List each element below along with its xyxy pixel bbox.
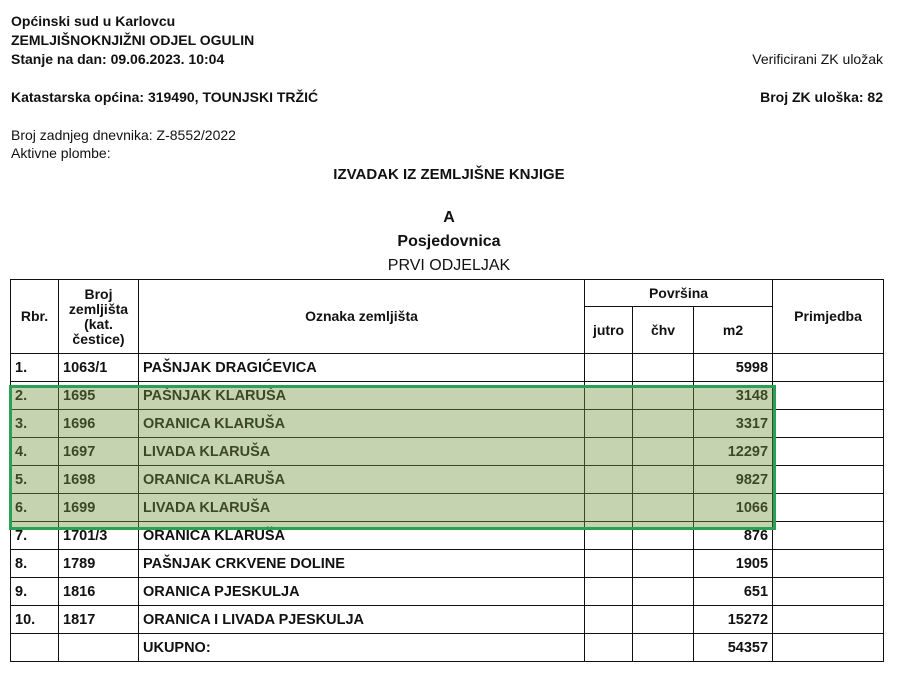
cell-rbr: 8. (11, 550, 59, 578)
cell-remark (773, 578, 884, 606)
cell-rbr: 9. (11, 578, 59, 606)
cell-rbr: 2. (11, 382, 59, 410)
cell-remark (773, 438, 884, 466)
section-name: Posjedovnica (397, 233, 501, 250)
cell-m2: 9827 (694, 466, 773, 494)
cell-parcel: 1696 (59, 410, 139, 438)
cell-chv (633, 382, 694, 410)
cell-m2: 12297 (694, 438, 773, 466)
cell-parcel: 1789 (59, 550, 139, 578)
department-name: ZEMLJIŠNOKNJIŽNI ODJEL OGULIN (11, 32, 255, 48)
zk-number: Broj ZK uloška: 82 (760, 89, 883, 105)
cell-chv (633, 522, 694, 550)
cell-land-name: ORANICA I LIVADA PJESKULJA (139, 606, 585, 634)
cell-remark (773, 522, 884, 550)
cell-chv (633, 438, 694, 466)
cell-land-name: ORANICA PJESKULJA (139, 578, 585, 606)
cell-land-name: PAŠNJAK KLARUŠA (139, 382, 585, 410)
cell-m2: 876 (694, 522, 773, 550)
header-remark: Primjedba (773, 280, 884, 354)
cell-land-name: ORANICA KLARUŠA (139, 522, 585, 550)
cell-rbr: 3. (11, 410, 59, 438)
cell-chv (633, 466, 694, 494)
cell-chv (633, 494, 694, 522)
header-land-mark: Oznaka zemljišta (139, 280, 585, 354)
court-name: Općinski sud u Karlovcu (11, 13, 176, 29)
cell-rbr: 5. (11, 466, 59, 494)
cell-chv (633, 410, 694, 438)
cell-parcel: 1699 (59, 494, 139, 522)
cell-m2: 5998 (694, 354, 773, 382)
total-m2: 54357 (694, 634, 773, 662)
cell-land-name: PAŠNJAK CRKVENE DOLINE (139, 550, 585, 578)
table-row (11, 550, 884, 578)
land-table (10, 279, 884, 662)
cell-parcel: 1695 (59, 382, 139, 410)
cell-m2: 3317 (694, 410, 773, 438)
cell-chv (633, 354, 694, 382)
cell-parcel: 1817 (59, 606, 139, 634)
cell-jutro (585, 438, 633, 466)
cell-m2: 15272 (694, 606, 773, 634)
table-row (11, 578, 884, 606)
cell-land-name: ORANICA KLARUŠA (139, 410, 585, 438)
cell-m2: 651 (694, 578, 773, 606)
subsection-name: PRVI ODJELJAK (387, 257, 511, 274)
cell-parcel: 1698 (59, 466, 139, 494)
cell-jutro (585, 578, 633, 606)
table-row (11, 382, 884, 410)
cell-rbr: 1. (11, 354, 59, 382)
header-m2: m2 (694, 307, 773, 354)
cell-chv (633, 578, 694, 606)
cell-chv (633, 550, 694, 578)
cell-remark (773, 606, 884, 634)
cadastral-municipality: Katastarska općina: 319490, TOUNJSKI TRŽIĆ (11, 89, 319, 105)
active-seals: Aktivne plombe: (11, 145, 111, 161)
header-area: Površina (585, 280, 773, 307)
cell-jutro (585, 382, 633, 410)
cell-parcel: 1063/1 (59, 354, 139, 382)
section-letter: A (443, 209, 455, 226)
total-rbr (11, 634, 59, 662)
cell-parcel: 1816 (59, 578, 139, 606)
table-row (11, 466, 884, 494)
cell-remark (773, 410, 884, 438)
cell-jutro (585, 606, 633, 634)
table-row (11, 606, 884, 634)
total-parcel (59, 634, 139, 662)
cell-jutro (585, 354, 633, 382)
total-row (11, 634, 884, 662)
cell-rbr: 10. (11, 606, 59, 634)
header-chv: čhv (633, 307, 694, 354)
cell-remark (773, 354, 884, 382)
verified-label: Verificirani ZK uložak (752, 51, 883, 67)
cell-jutro (585, 410, 633, 438)
cell-parcel: 1697 (59, 438, 139, 466)
cell-remark (773, 550, 884, 578)
header-rbr: Rbr. (11, 280, 59, 354)
document-title: IZVADAK IZ ZEMLJIŠNE KNJIGE (333, 166, 565, 183)
table-row (11, 410, 884, 438)
cell-m2: 1066 (694, 494, 773, 522)
cell-jutro (585, 466, 633, 494)
cell-parcel: 1701/3 (59, 522, 139, 550)
total-chv (633, 634, 694, 662)
last-diary-number: Broj zadnjeg dnevnika: Z-8552/2022 (11, 127, 236, 143)
table-row (11, 494, 884, 522)
total-remark (773, 634, 884, 662)
status-date: Stanje na dan: 09.06.2023. 10:04 (11, 51, 225, 67)
total-label: UKUPNO: (139, 634, 585, 662)
cell-land-name: LIVADA KLARUŠA (139, 494, 585, 522)
cell-jutro (585, 522, 633, 550)
table-row (11, 438, 884, 466)
cell-remark (773, 494, 884, 522)
cell-rbr: 7. (11, 522, 59, 550)
cell-jutro (585, 494, 633, 522)
cell-m2: 1905 (694, 550, 773, 578)
cell-remark (773, 466, 884, 494)
cell-chv (633, 606, 694, 634)
cell-rbr: 4. (11, 438, 59, 466)
header-jutro: jutro (585, 307, 633, 354)
cell-land-name: PAŠNJAK DRAGIĆEVICA (139, 354, 585, 382)
cell-rbr: 6. (11, 494, 59, 522)
table-row (11, 354, 884, 382)
table-row (11, 522, 884, 550)
cell-jutro (585, 550, 633, 578)
header-parcel-number: Broj zemljišta (kat. čestice) (59, 280, 139, 354)
cell-land-name: ORANICA KLARUŠA (139, 466, 585, 494)
cell-m2: 3148 (694, 382, 773, 410)
cell-remark (773, 382, 884, 410)
cell-land-name: LIVADA KLARUŠA (139, 438, 585, 466)
total-jutro (585, 634, 633, 662)
